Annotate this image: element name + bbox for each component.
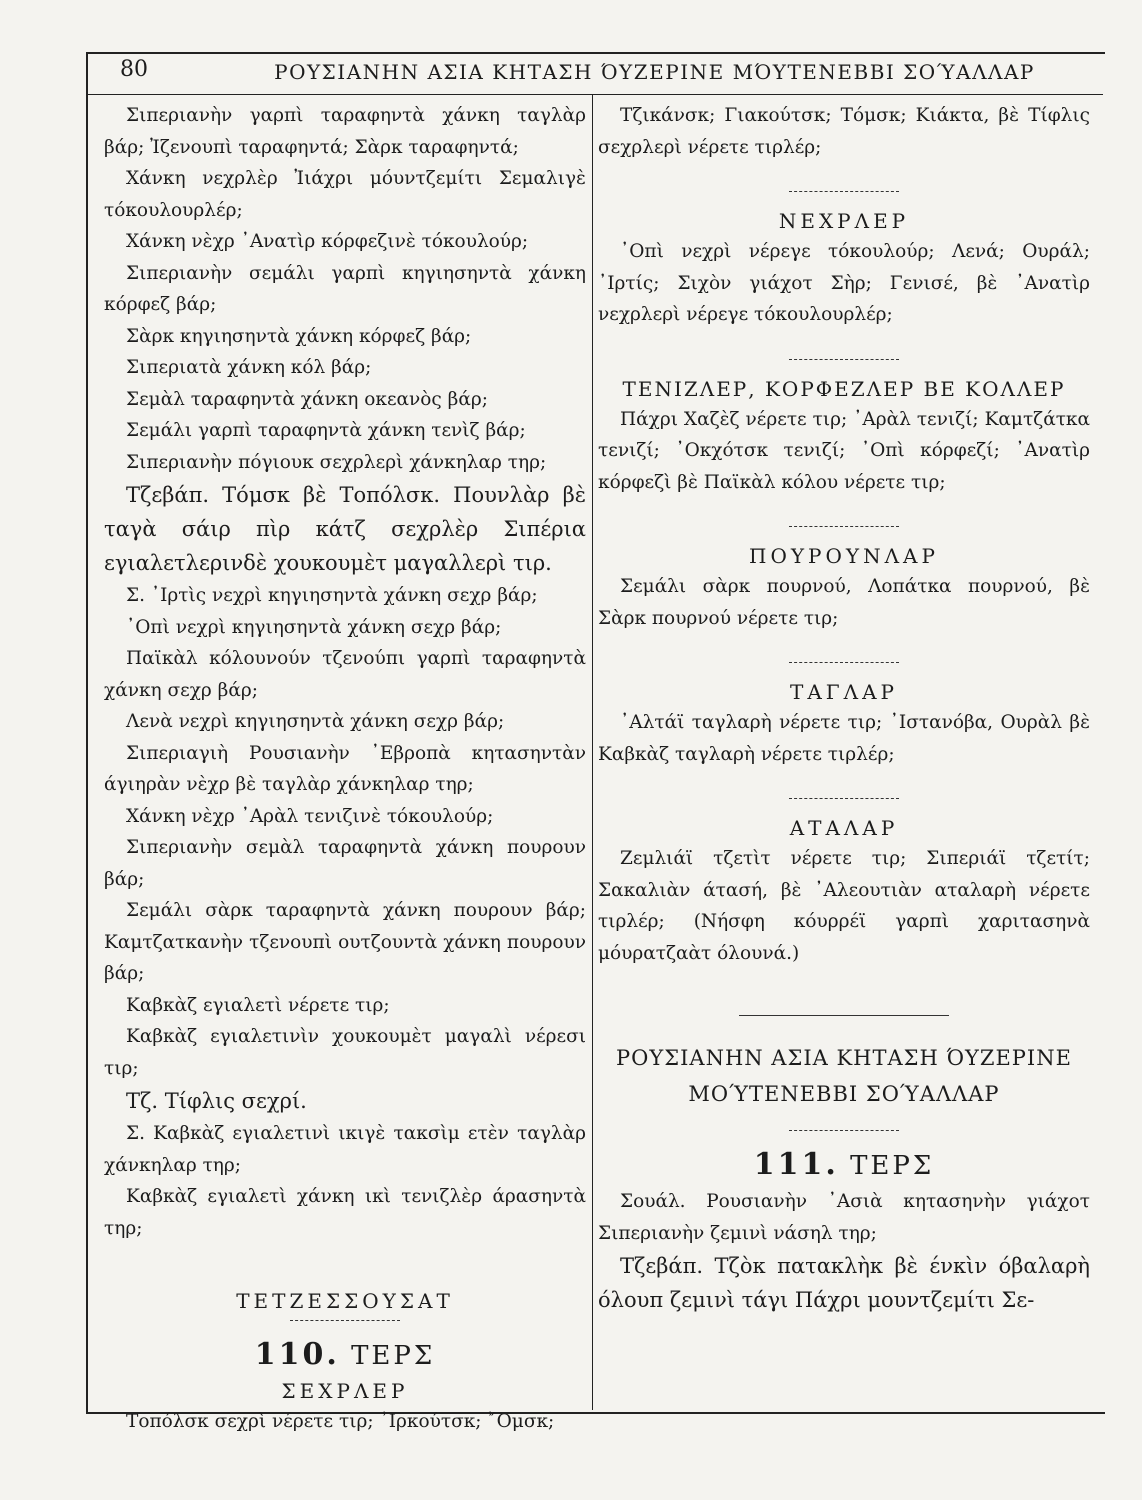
paragraph: Χάνκη νὲχρ ᾿Ανατὶρ κόρφεζινὲ τόκουλούρ; (126, 231, 529, 252)
section-heading: ΤΕΝΙΖΛΕΡ, ΚΟΡΦΕΖΛΕΡ ΒΕ ΚΟΛΛΕΡ (622, 376, 1066, 401)
paragraph: Λενὰ νεχρὶ κηγιησηντὰ χάνκη σεχρ βάρ; (126, 711, 505, 732)
answer-paragraph: Τζεβάπ. Τζὸκ πατακλὴκ βὲ ένκὶν όβαλαρὴ όλουπ ζεμινὶ τάγι Πάχρι μουντζεμίτι Σε- (598, 1254, 1090, 1312)
right-column (598, 100, 1090, 1317)
paragraph: Σεμάλι σὰρκ πουρνού, Λοπάτκα πουρνού, βὲ Σὰρκ πουρνού νέρετε τιρ; (598, 576, 1090, 629)
paragraph: Σουάλ. Ρουσιανὴν ᾿Ασιὰ κητασηνὴν γιάχοτ Σιπεριανὴν ζεμινὶ νάσηλ τηρ; (598, 1191, 1090, 1244)
left-column (104, 100, 586, 1438)
paragraph: Καβκὰζ εγιαλετινὶν χουκουμὲτ μαγαλὶ νέρεσι τιρ; (104, 1026, 586, 1079)
section-heading: ΠΟΥΡΟΥΝΛΑΡ (749, 544, 939, 568)
paragraph: Παϊκὰλ κόλουνούν τζενούπι γαρπὶ ταραφηντὰ χάνκη σεχρ βάρ; (104, 648, 586, 701)
paragraph: Σιπεριατὰ χάνκη κόλ βάρ; (126, 357, 372, 378)
answer-paragraph: Τζ. Τίφλις σεχρί. (126, 1089, 307, 1113)
section-title: ΤΕΤΖΕΣΣΟΥΣΑΤ (236, 1289, 454, 1313)
lesson-heading (598, 1145, 1090, 1186)
paragraph: ᾿Οπὶ νεχρὶ κηγιησηντὰ χάνκη σεχρ βάρ; (126, 616, 502, 638)
chapter-title-line2: ΜΟΎΤΕΝΕΒΒΙ ΣΟΎΑΛΛΑΡ (688, 1082, 1000, 1106)
paragraph: ᾿Οπὶ νεχρὶ νέρεγε τόκουλούρ; Λενά; Ουράλ; ᾿Ιρτίς; Σιχὸν γιάχοτ Σὴρ; Γενισέ, βὲ ᾿Ανατὶρ νεχρλερὶ νέρεγε τόκουλουρλέρ; (598, 241, 1090, 325)
paragraph: Σ. ᾿Ιρτὶς νεχρὶ κηγιησηντὰ χάνκη σεχρ βάρ; (126, 585, 538, 606)
paragraph: ᾿Αλτάϊ ταγλαρὴ νέρετε τιρ; ᾿Ιστανόβα, Ουρὰλ βὲ Καβκὰζ ταγλαρὴ νέρετε τιρλέρ; (598, 712, 1090, 765)
lesson-number: 110. (254, 1337, 340, 1372)
paragraph: Χάνκη νεχρλὲρ Ἰιάχρι μόυντζεμίτι Σεμαλιγὲ τόκουλουρλέρ; (104, 168, 586, 221)
paragraph: Σιπεριανὴν σεμάλι γαρπὶ κηγιησηντὰ χάνκη κόρφεζ βάρ; (104, 262, 586, 315)
paragraph: Καβκὰζ εγιαλετὶ νέρετε τιρ; (126, 994, 390, 1016)
paragraph: Σεμάλι γαρπὶ ταραφηντὰ χάνκη τενὶζ βάρ; (126, 420, 526, 441)
paragraph: Τζικάνσκ; Γιακούτσκ; Τόμσκ; Κιάκτα, βὲ Τίφλις σεχρλερὶ νέρετε τιρλέρ; (598, 105, 1090, 158)
paragraph: Χάνκη νὲχρ ᾿Αρὰλ τενιζινὲ τόκουλούρ; (126, 805, 494, 827)
paragraph: Σὰρκ κηγιησηντὰ χάνκη κόρφεζ βάρ; (126, 325, 472, 347)
answer-paragraph: Τζεβάπ. Τόμσκ βὲ Τοπόλσκ. Πουνλὰρ βὲ ταγὰ σάιρ πὶρ κάτζ σεχρλὲρ Σιπέρια εγιαλετλερινδὲ χουκουμὲτ μαγαλλερὶ τιρ. (104, 483, 586, 575)
paragraph: Σεμάλι σὰρκ ταραφηντὰ χάνκη πουρουν βάρ; Καμτζατκανὴν τζενουπὶ ουτζουντὰ χάνκη πουρουν βάρ; (104, 900, 586, 984)
lesson-word: ΤΕΡΣ (850, 1151, 935, 1181)
paragraph: Σιπεριανὴν γαρπὶ ταραφηντὰ χάνκη ταγλὰρ βάρ; Ἰζενουπὶ ταραφηντά; Σὰρκ ταραφηντά; (104, 105, 586, 158)
section-heading: ΑΤΑΛΑΡ (789, 816, 899, 840)
subheading: ΣΕΧΡΛΕΡ (281, 1379, 409, 1403)
column-divider (592, 94, 593, 1410)
paragraph: Σιπεριανὴν πόγιουκ σεχρλερὶ χάνκηλαρ τηρ; (126, 451, 547, 473)
section-heading: ΤΑΓΛΑΡ (789, 680, 898, 704)
paragraph: Τοπόλσκ σεχρὶ νέρετε τιρ; ᾿Ιρκούτσκ; ῎Ομσκ; (126, 1411, 555, 1432)
paragraph: Σεμὰλ ταραφηντὰ χάνκη οκεανὸς βάρ; (126, 388, 488, 410)
paragraph: Πάχρι Χαζὲζ νέρετε τιρ; ᾿Αρὰλ τενιζί; Καμτζάτκα τενιζί; ᾿Οκχότσκ τενιζί; ᾿Οπὶ κόρφεζί; ᾿Ανατὶρ κόρφεζὶ βὲ Παϊκὰλ κόλου νέρετε τιρ; (598, 408, 1090, 493)
paragraph: Σιπεριανὴν σεμὰλ ταραφηντὰ χάνκη πουρουν βάρ; (104, 837, 586, 890)
running-title: ΡΟΥΣΙΑΝΗΝ ΑΣΙΑ ΚΗΤΑΣΗ ΌΥΖΕΡΙΝΕ ΜΌΥΤΕΝΕΒΒΙ ΣΟΎΑΛΛΑΡ (274, 60, 1035, 84)
paragraph: Σιπεριαγιὴ Ρουσιανὴν ᾿Εβροπὰ κητασηντὰν άγιηρὰν νὲχρ βὲ ταγλὰρ χάνκηλαρ τηρ; (104, 742, 586, 795)
chapter-title-line1: ΡΟΥΣΙΑΝΗΝ ΑΣΙΑ ΚΗΤΑΣΗ ΌΥΖΕΡΙΝΕ (616, 1046, 1072, 1070)
paragraph: Καβκὰζ εγιαλετὶ χάνκη ικὶ τενιζλὲρ άρασηντὰ τηρ; (104, 1186, 586, 1239)
paragraph: Σ. Καβκὰζ εγιαλετινὶ ικιγὲ τακσὶμ ετὲν ταγλὰρ χάνκηλαρ τηρ; (104, 1123, 586, 1176)
lesson-number: 111. (753, 1147, 839, 1182)
paragraph: Ζεμλιάϊ τζετὶτ νέρετε τιρ; Σιπεριάϊ τζετίτ; Σακαλιὰν άτασή, βὲ ᾿Αλεουτιὰν αταλαρὴ νέρετε τιρλέρ; (Νήσφη κόυρρέϊ γαρπὶ χαριτασηνὰ μόυρατζαὰτ όλουνά.) (598, 848, 1090, 964)
page-header (86, 52, 1103, 95)
section-heading: ΝΕΧΡΛΕΡ (778, 209, 910, 233)
lesson-word: ΤΕΡΣ (351, 1341, 436, 1371)
lesson-heading (104, 1335, 586, 1376)
page-number: 80 (120, 57, 148, 82)
